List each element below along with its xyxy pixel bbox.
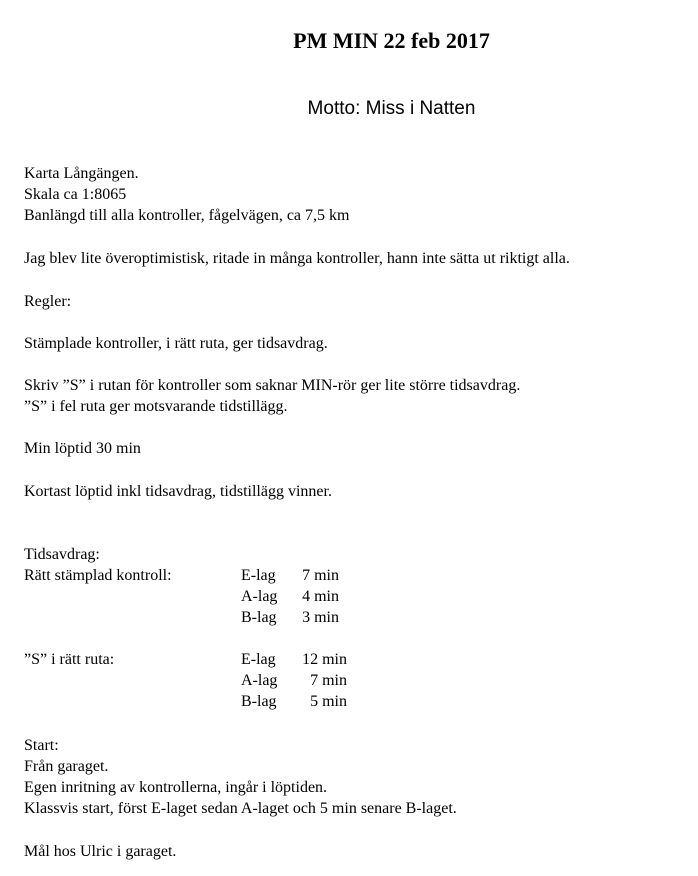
motto: Motto: Miss i Natten <box>307 98 476 119</box>
rule-s-wrong: ”S” i fel ruta ger motsvarande tidstillägg. <box>24 398 288 415</box>
rules-heading: Regler: <box>24 293 72 310</box>
deduction-value: 12 min <box>302 651 347 668</box>
deduction-group-label: Rätt stämplad kontroll: <box>24 567 172 584</box>
team-label: A-lag <box>241 588 278 605</box>
finish-location: Mål hos Ulric i garaget. <box>24 843 177 860</box>
team-label: E-lag <box>241 567 276 584</box>
map-name: Karta Långängen. <box>24 165 139 182</box>
start-location: Från garaget. <box>24 758 109 775</box>
rule-min-time: Min löptid 30 min <box>24 440 141 457</box>
rule-winner: Kortast löptid inkl tidsavdrag, tidstillägg vinner. <box>24 483 332 500</box>
deduction-value: 7 min <box>310 672 347 689</box>
deductions-heading: Tidsavdrag: <box>24 546 100 563</box>
deduction-value: 3 min <box>302 609 339 626</box>
deduction-group-label: ”S” i rätt ruta: <box>24 651 115 668</box>
rule-s-mark: Skriv ”S” i rutan för kontroller som saknar MIN-rör ger lite större tidsavdrag. <box>24 377 521 394</box>
deduction-value: 5 min <box>310 693 347 710</box>
start-order: Klassvis start, först E-laget sedan A-laget och 5 min senare B-laget. <box>24 800 457 817</box>
start-drawing: Egen inritning av kontrollerna, ingår i löptiden. <box>24 779 328 796</box>
map-scale: Skala ca 1:8065 <box>24 186 127 203</box>
team-label: B-lag <box>241 609 277 626</box>
team-label: B-lag <box>241 693 277 710</box>
intro-note: Jag blev lite överoptimistisk, ritade in många kontroller, hann inte sätta ut riktigt alla. <box>24 250 570 267</box>
page-title: PM MIN 22 feb 2017 <box>293 28 490 53</box>
deduction-value: 7 min <box>302 567 339 584</box>
deduction-value: 4 min <box>302 588 339 605</box>
team-label: A-lag <box>241 672 278 689</box>
course-length: Banlängd till alla kontroller, fågelvägen, ca 7,5 km <box>24 207 350 224</box>
start-heading: Start: <box>24 737 59 754</box>
team-label: E-lag <box>241 651 276 668</box>
rule-punch: Stämplade kontroller, i rätt ruta, ger tidsavdrag. <box>24 335 328 352</box>
